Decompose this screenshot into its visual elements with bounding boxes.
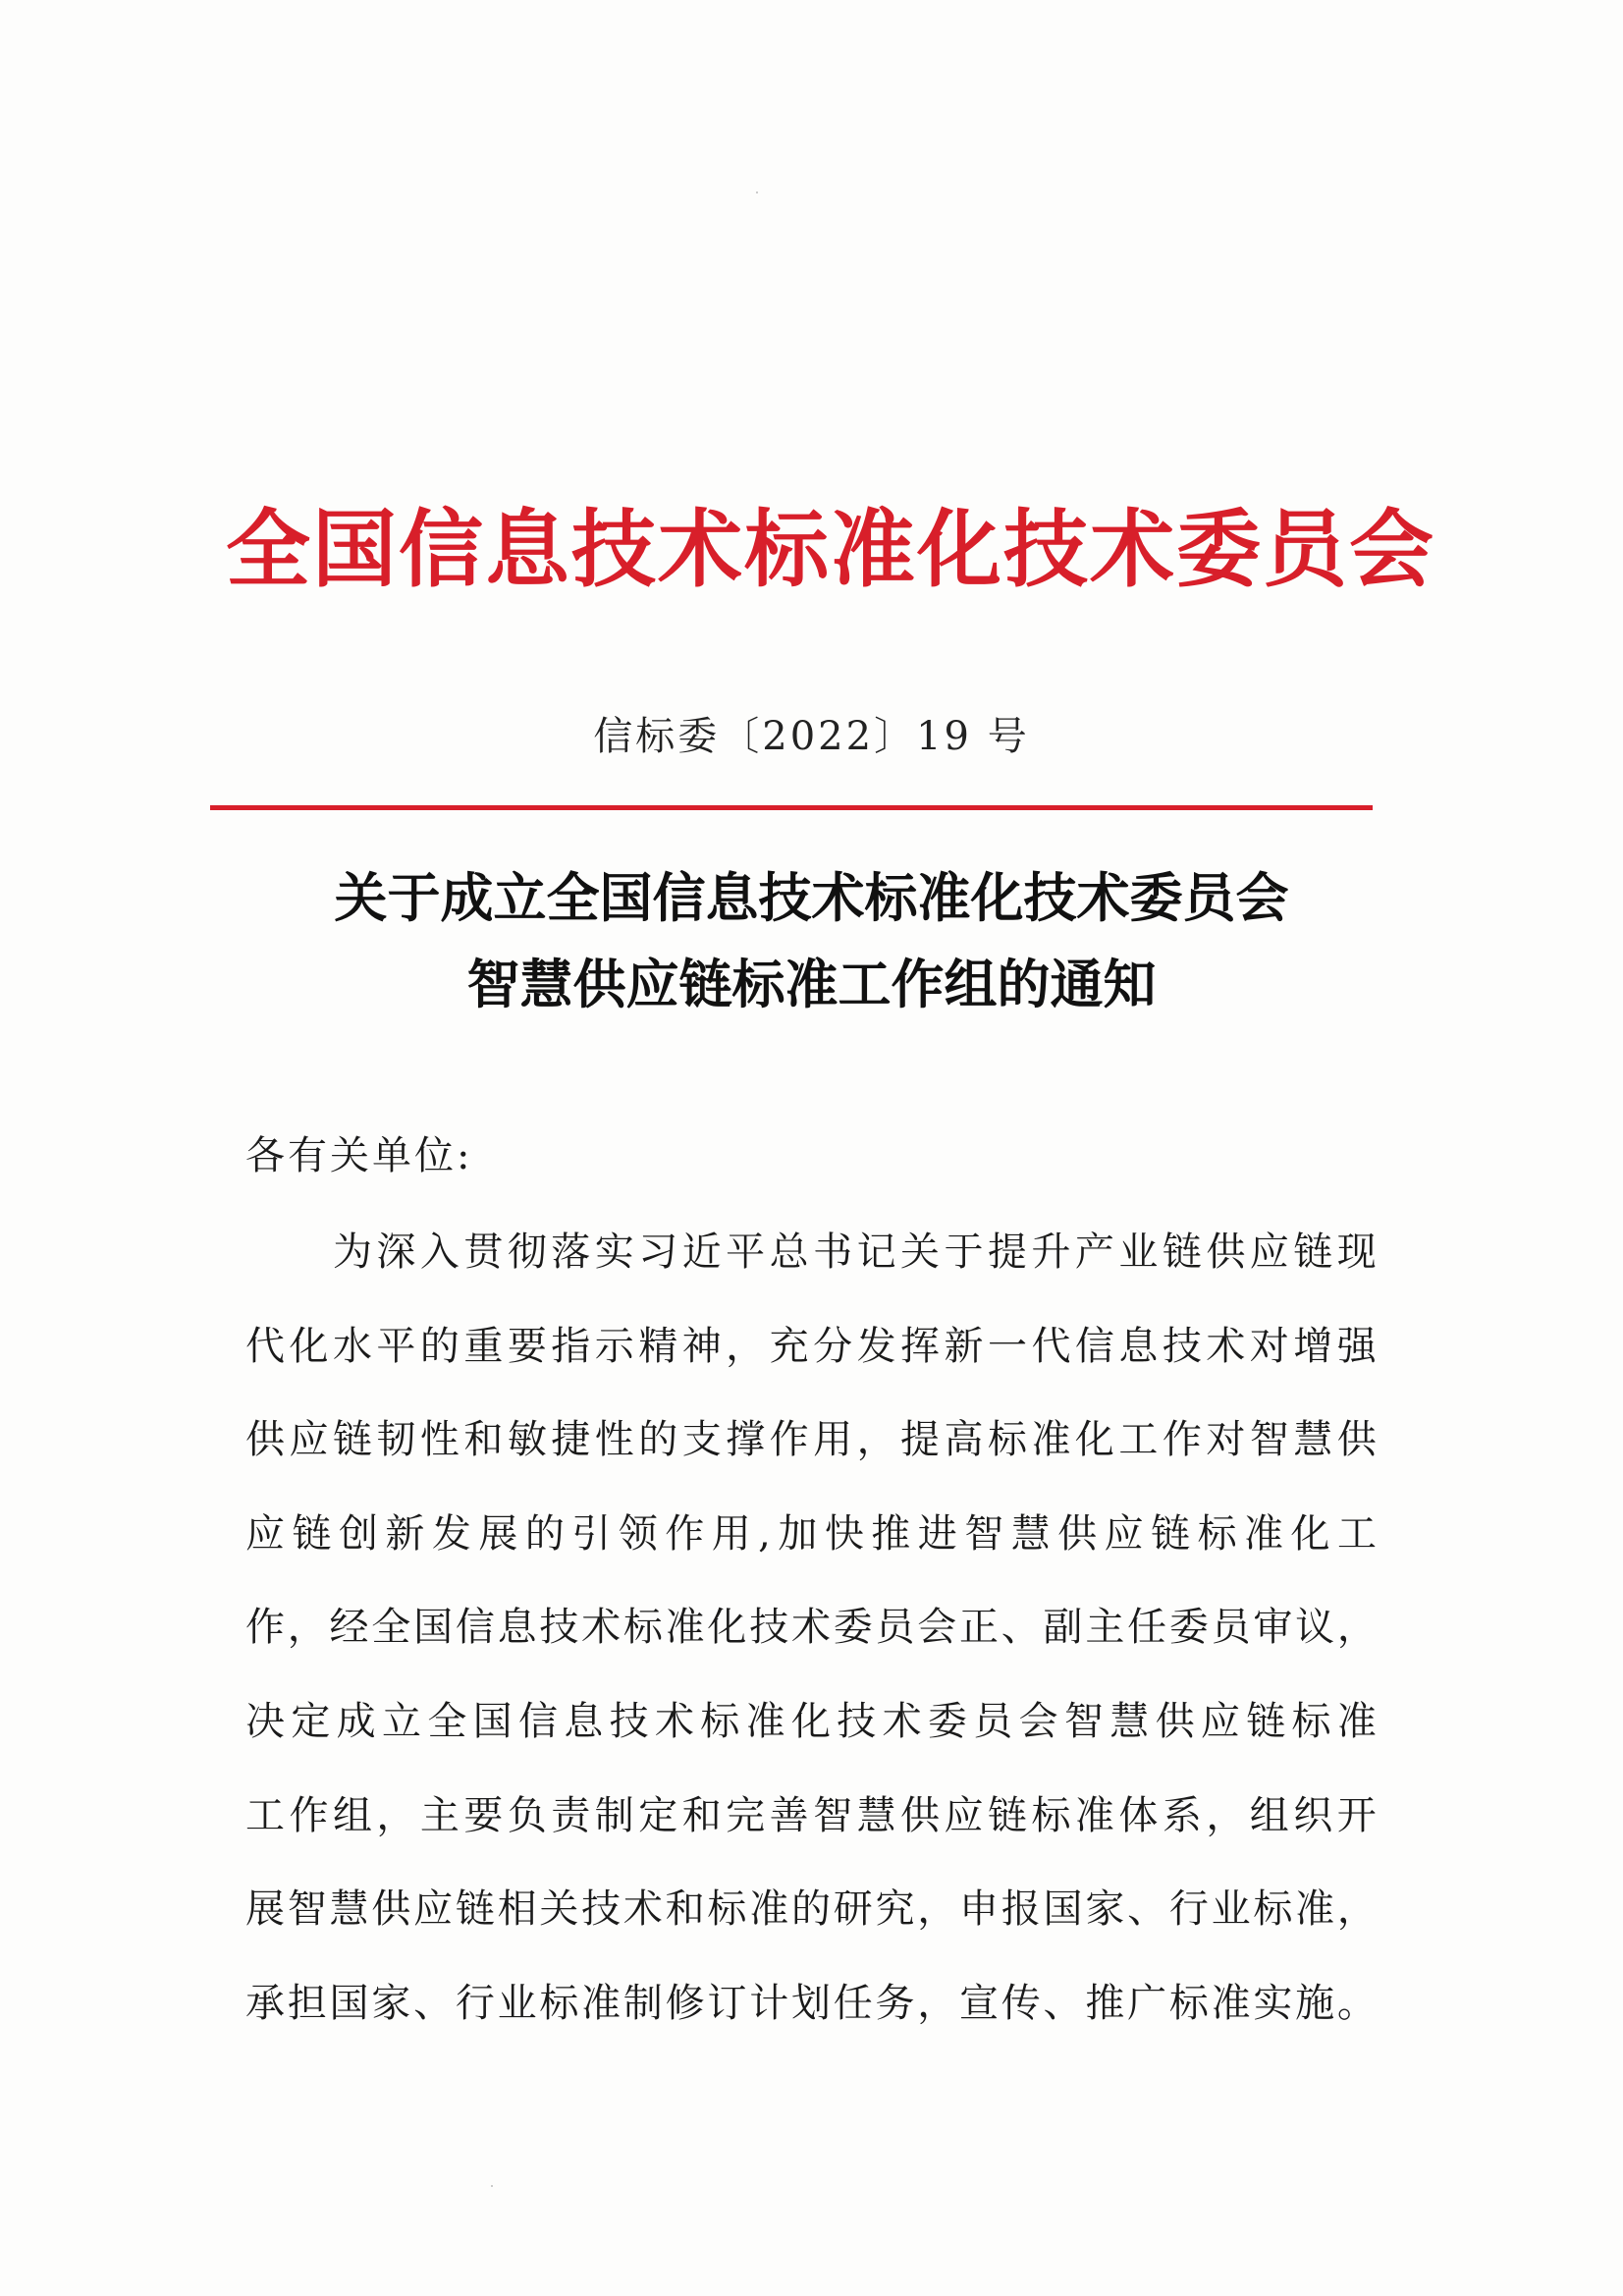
body-line: 供 应 链 韧 性 和 敏 捷 性 的 支 撑 作 用 ， 提 高 标 准 化 工 作 对 智 慧 供 bbox=[245, 1417, 1377, 1463]
notice-title-line-1: 关于成立全国信息技术标准化技术委员会 bbox=[334, 866, 1289, 929]
masthead-org-name: 全国信息技术标准化技术委员会 bbox=[226, 500, 1435, 599]
document-number: 信标委〔2022〕19 号 bbox=[593, 714, 1030, 759]
red-divider-line bbox=[210, 805, 1373, 810]
body-paragraph bbox=[245, 1206, 1377, 2050]
body-line: 作 ， 经 全 国 信 息 技 术 标 准 化 技 术 委 员 会 正 、 副 主 任 委 员 审 议 ， bbox=[245, 1605, 1377, 1651]
body-line: 为 深 入 贯 彻 落 实 习 近 平 总 书 记 关 于 提 升 产 业 链 供 应 链 现 bbox=[332, 1230, 1377, 1275]
scan-speck bbox=[491, 2185, 493, 2187]
scan-speck bbox=[756, 191, 758, 193]
body-line: 展 智 慧 供 应 链 相 关 技 术 和 标 准 的 研 究 ， 申 报 国 家 、 行 业 标 准 ， bbox=[245, 1886, 1377, 1933]
body-line: 承 担 国 家 、 行 业 标 准 制 修 订 计 划 任 务 ， 宣 传 、 推 广 标 准 实 施 。 bbox=[245, 1980, 1377, 2026]
body-line: 代 化 水 平 的 重 要 指 示 精 神 ， 充 分 发 挥 新 一 代 信 息 技 术 对 增 强 bbox=[245, 1323, 1377, 1369]
notice-title bbox=[0, 854, 1623, 1027]
notice-title-line-2: 智慧供应链标准工作组的通知 bbox=[466, 953, 1157, 1015]
body-line: 工 作 组 ， 主 要 负 责 制 定 和 完 善 智 慧 供 应 链 标 准 体 系 ， 组 织 开 bbox=[245, 1792, 1377, 1838]
salutation: 各有关单位: bbox=[245, 1133, 473, 1178]
body-line: 决 定 成 立 全 国 信 息 技 术 标 准 化 技 术 委 员 会 智 慧 供 应 链 标 准 bbox=[245, 1698, 1377, 1744]
body-line: 应 链 创 新 发 展 的 引 领 作 用 , 加 快 推 进 智 慧 供 应 链 标 准 化 工 bbox=[245, 1510, 1377, 1557]
